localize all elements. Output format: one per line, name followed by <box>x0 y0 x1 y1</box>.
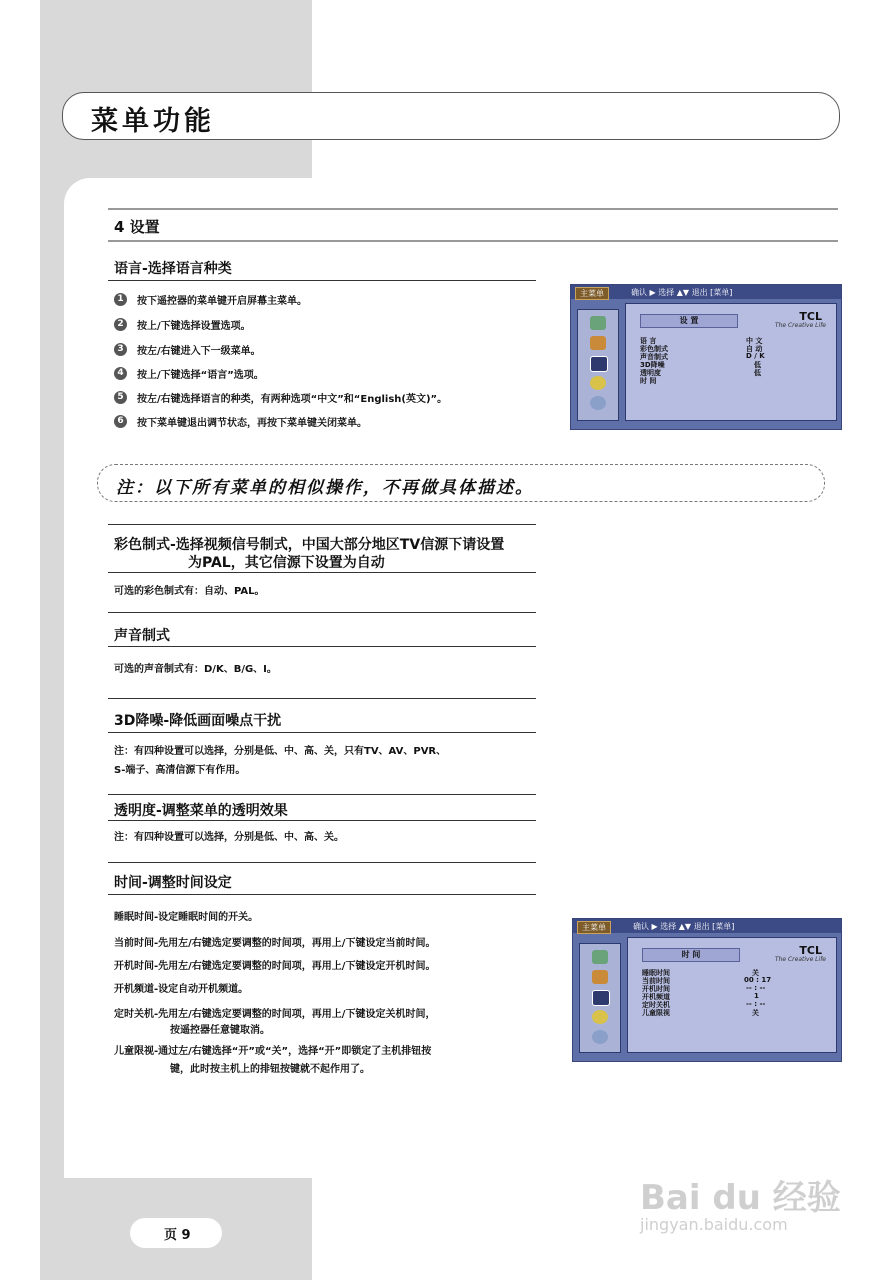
transparency-text: 注：有四种设置可以选择，分别是低、中、高、关。 <box>114 832 344 843</box>
osd-row-value: 关 <box>752 1009 759 1017</box>
osd-row-label: 开机时间 <box>642 985 670 993</box>
time-line: 开机时间-先用左/右键选定要调整的时间项，再用上/下键设定开机时间。 <box>114 961 436 972</box>
osd-header: 设 置 <box>640 314 738 328</box>
picture-icon <box>592 950 608 964</box>
osd-row-value: 1 <box>754 992 759 1000</box>
tcl-slogan: The Creative Life <box>774 322 826 329</box>
noise-text-2: S-端子、高清信源下有作用。 <box>114 765 246 776</box>
osd-row-label: 定时关机 <box>642 1001 670 1009</box>
step-item <box>114 292 307 307</box>
sound-system-text: 可选的声音制式有：D/K、B/G、I。 <box>114 664 277 675</box>
step-number: 2 <box>114 318 127 331</box>
sound-icon <box>590 336 606 350</box>
osd-row-label: 3D降噪 <box>640 361 665 369</box>
osd-row-label: 当前时间 <box>642 977 670 985</box>
step-text: 按上/下键选择“语言”选项。 <box>137 370 264 381</box>
search-icon <box>590 396 606 410</box>
osd-time-menu <box>572 918 842 1062</box>
time-line: 开机频道-设定自动开机频道。 <box>114 984 249 995</box>
sound-icon <box>592 970 608 984</box>
divider <box>108 572 536 573</box>
step-text: 按上/下键选择设置选项。 <box>137 321 251 332</box>
divider <box>108 820 536 821</box>
osd-hint: 确认 ▶ 选择 ▲▼ 退出 [菜单] <box>633 922 735 931</box>
page-title: 菜单功能 <box>91 106 215 137</box>
transparency-title: 透明度-调整菜单的透明效果 <box>114 803 288 819</box>
watermark-url: jingyan.baidu.com <box>640 1215 788 1234</box>
watermark-brand: Bai du 经验 <box>640 1178 841 1218</box>
note-text: 注：以下所有菜单的相似操作，不再做具体描述。 <box>116 478 534 498</box>
osd-row-label: 透明度 <box>640 369 661 377</box>
divider <box>108 794 536 795</box>
title-bar <box>62 92 840 140</box>
step-number: 5 <box>114 391 127 404</box>
osd-row-value: D / K <box>746 352 765 360</box>
divider <box>108 208 838 210</box>
osd-setup-menu <box>570 284 842 430</box>
time-title: 时间-调整时间设定 <box>114 875 232 891</box>
step-text: 按左/右键选择语言的种类，有两种选项“中文”和“English(英文)”。 <box>137 394 448 405</box>
tcl-logo: TCL <box>799 944 822 957</box>
left-margin <box>40 178 64 1178</box>
osd-row-value: 中 文 <box>746 337 763 345</box>
time-line: 按遥控器任意键取消。 <box>170 1025 270 1036</box>
tcl-logo: TCL <box>799 310 822 323</box>
osd-row-label: 时 间 <box>640 377 657 385</box>
time-line: 定时关机-先用左/右键选定要调整的时间项，再用上/下键设定关机时间， <box>114 1009 436 1020</box>
step-item <box>114 342 261 357</box>
divider <box>108 698 536 699</box>
divider <box>108 240 838 242</box>
step-number: 6 <box>114 415 127 428</box>
sound-system-title: 声音制式 <box>114 628 170 644</box>
osd-panel <box>625 303 837 421</box>
section-title: 4 设置 <box>114 218 160 236</box>
page-number-pill <box>130 1218 222 1248</box>
divider <box>108 524 536 525</box>
time-line: 儿童限视-通过左/右键选择“开”或“关”，选择“开”即锁定了主机排钮按 <box>114 1046 432 1057</box>
osd-row-label: 声音制式 <box>640 353 668 361</box>
time-line: 睡眠时间-设定睡眠时间的开关。 <box>114 912 259 923</box>
step-item <box>114 414 367 429</box>
step-item <box>114 317 251 332</box>
divider <box>108 612 536 613</box>
step-item <box>114 390 447 405</box>
osd-icon-column <box>577 309 619 421</box>
step-item <box>114 366 264 381</box>
picture-icon <box>590 316 606 330</box>
osd-row-label: 开机频道 <box>642 993 670 1001</box>
osd-icon-column <box>579 943 621 1053</box>
note-box <box>97 464 825 502</box>
step-text: 按下菜单键退出调节状态，再按下菜单键关闭菜单。 <box>137 418 367 429</box>
tcl-slogan: The Creative Life <box>774 956 826 963</box>
osd-main-menu-label: 主菜单 <box>577 921 611 934</box>
language-title: 语言-选择语言种类 <box>114 261 232 277</box>
gear-icon <box>590 376 606 390</box>
osd-hint: 确认 ▶ 选择 ▲▼ 退出 [菜单] <box>631 288 733 297</box>
divider <box>108 732 536 733</box>
color-system-title-2: 为PAL，其它信源下设置为自动 <box>188 555 385 571</box>
bottom-left-gray <box>40 1178 64 1280</box>
color-system-text: 可选的彩色制式有：自动、PAL。 <box>114 586 265 597</box>
gear-icon <box>592 1010 608 1024</box>
osd-row-label: 语 言 <box>640 337 657 345</box>
step-text: 按左/右键进入下一级菜单。 <box>137 346 261 357</box>
osd-row-value: -- : -- <box>746 1000 766 1008</box>
osd-row-value: 自 动 <box>746 345 763 353</box>
time-line: 当前时间-先用左/右键选定要调整的时间项，再用上/下键设定当前时间。 <box>114 938 436 949</box>
step-number: 4 <box>114 367 127 380</box>
osd-row-label: 儿童限视 <box>642 1009 670 1017</box>
osd-panel <box>627 937 837 1053</box>
page-number: 页 9 <box>164 1228 191 1243</box>
divider <box>108 280 536 281</box>
osd-row-label: 睡眠时间 <box>642 969 670 977</box>
step-text: 按下遥控器的菜单键开启屏幕主菜单。 <box>137 296 307 307</box>
time-line: 键，此时按主机上的排钮按键就不起作用了。 <box>170 1064 370 1075</box>
divider <box>108 894 536 895</box>
search-icon <box>592 1030 608 1044</box>
noise-text-1: 注：有四种设置可以选择，分别是低、中、高、关，只有TV、AV、PVR、 <box>114 746 447 757</box>
step-number: 3 <box>114 343 127 356</box>
osd-row-value: 00 : 17 <box>744 976 772 984</box>
osd-row-value: 低 <box>754 361 761 369</box>
osd-row-value: 关 <box>752 969 759 977</box>
osd-header: 时 间 <box>642 948 740 962</box>
noise-title: 3D降噪-降低画面噪点干扰 <box>114 713 282 729</box>
osd-row-value: -- : -- <box>746 984 766 992</box>
divider <box>108 862 536 863</box>
osd-main-menu-label: 主菜单 <box>575 287 609 300</box>
osd-row-value: 低 <box>754 369 761 377</box>
divider <box>108 646 536 647</box>
step-number: 1 <box>114 293 127 306</box>
tools-icon <box>592 990 610 1006</box>
osd-row-label: 彩色制式 <box>640 345 668 353</box>
tools-icon <box>590 356 608 372</box>
color-system-title-1: 彩色制式-选择视频信号制式，中国大部分地区TV信源下请设置 <box>114 537 505 553</box>
baidu-watermark <box>640 1170 841 1234</box>
